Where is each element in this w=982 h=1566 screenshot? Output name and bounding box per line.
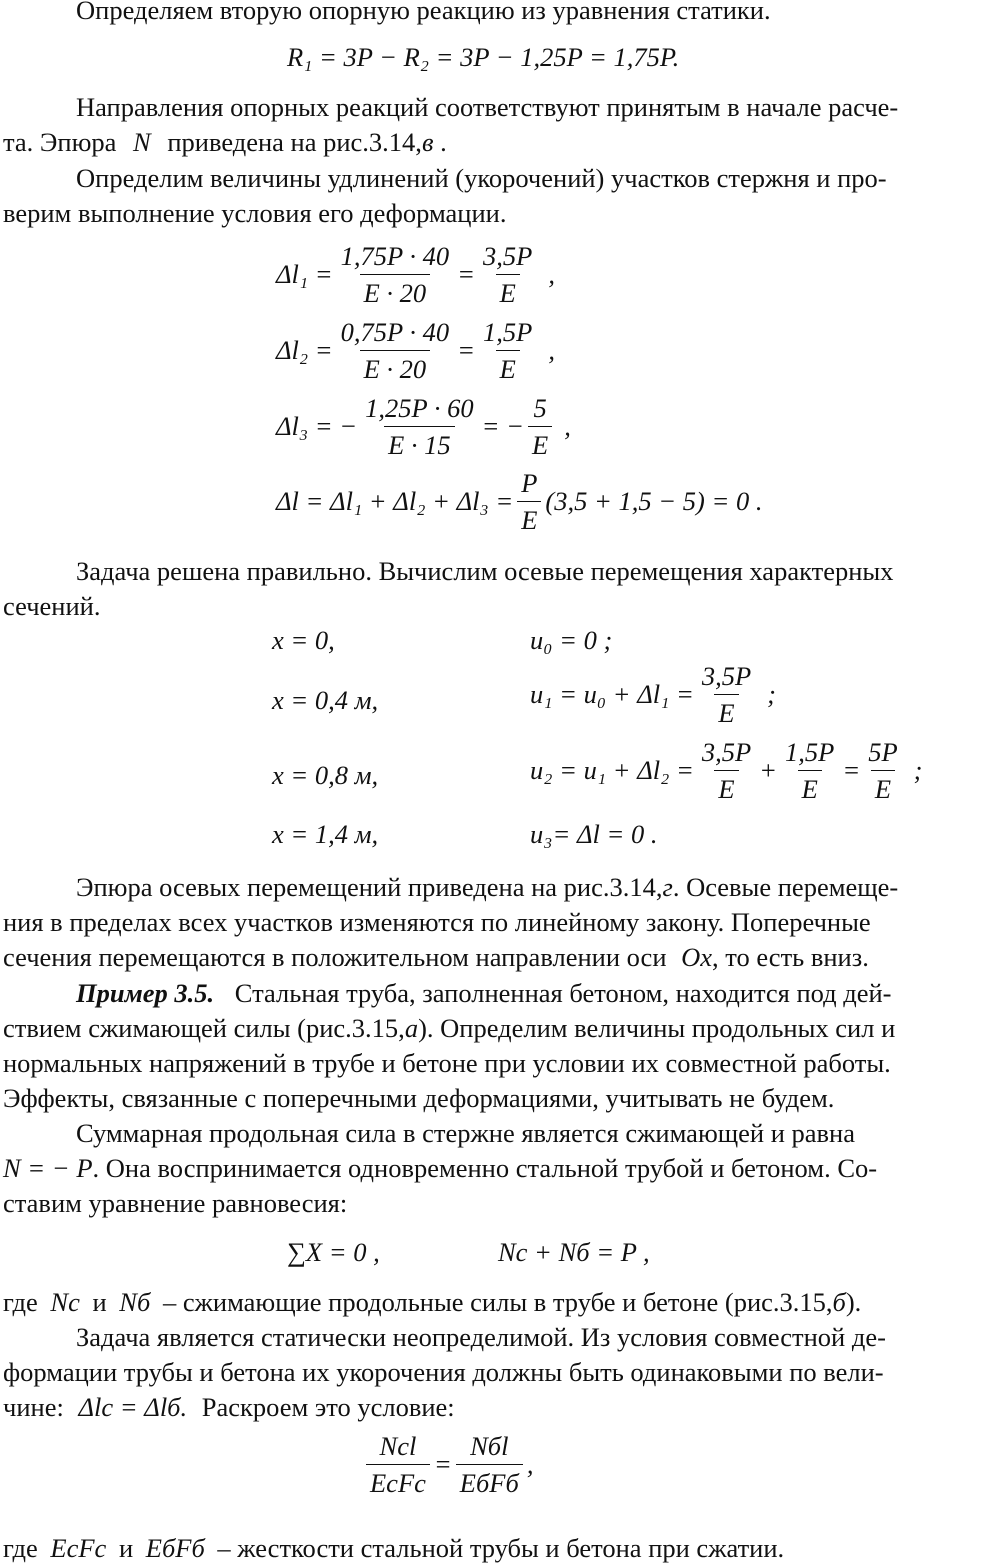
force-equation: N = − P	[3, 1153, 93, 1183]
text-line: Суммарная продольная сила в стержне является сжимающей и равна	[76, 1118, 855, 1148]
text-line: Задача является статически неопределимой. Из условия совместной де-	[76, 1322, 886, 1352]
fraction	[337, 316, 453, 385]
text-span: и	[118, 1533, 134, 1563]
equation-n-sum: Nс + Nб = P ,	[498, 1237, 650, 1267]
denominator: E	[714, 694, 738, 729]
x-value: x = 0,8 м,	[272, 760, 379, 790]
equals-sign: =	[842, 755, 861, 785]
equation-lhs: u₁ = u₀ + Δl₁ =	[530, 679, 694, 709]
denominator: EсFс	[366, 1464, 430, 1499]
comma: ,	[548, 259, 555, 289]
equals-minus: = −	[481, 411, 525, 441]
text-span: приведена на рис.3.14,	[167, 127, 422, 157]
figure-ref: б	[832, 1287, 846, 1317]
text-span: Эпюра осевых перемещений приведена на рис.3.14,	[76, 872, 663, 902]
text-line: Определим величины удлинений (укорочений) участков стержня и про-	[76, 163, 887, 193]
text-line: верим выполнение условия его деформации.	[3, 198, 507, 228]
text-span: , то есть вниз.	[712, 942, 869, 972]
plus-sign: +	[759, 755, 778, 785]
denominator: E	[871, 770, 895, 805]
u-value: u₀ = 0 ;	[530, 625, 613, 655]
comma: ,	[564, 411, 571, 441]
symbol-nc: Nс	[50, 1287, 80, 1317]
text-span: Стальная труба, заполненная бетоном, находится под дей-	[234, 978, 892, 1008]
equals-sign: =	[433, 1449, 452, 1479]
text-line	[3, 124, 447, 160]
text-span: Раскроем это условие:	[201, 1392, 455, 1422]
numerator: 5	[533, 393, 547, 423]
text-line: Определяем вторую опорную реакцию из уравнения статики.	[76, 0, 771, 25]
x-value: x = 0,	[272, 625, 335, 655]
numerator: 3,5P	[483, 241, 533, 271]
fraction	[479, 316, 536, 385]
denominator: E	[496, 274, 520, 309]
text-line	[3, 1150, 877, 1186]
semicolon: ;	[767, 679, 776, 709]
numerator: 3,5P	[701, 661, 752, 691]
comma: ,	[548, 335, 555, 365]
text-line: сечений.	[3, 591, 101, 621]
denominator: E	[798, 770, 822, 805]
text-span: ). Определим величины продольных сил и	[418, 1013, 896, 1043]
text-span: . Она воспринимается одновременно стальной трубой и бетоном. Со-	[92, 1153, 878, 1183]
figure-ref: а	[404, 1013, 419, 1043]
equation-rhs: (3,5 + 1,5 − 5) = 0 .	[545, 486, 763, 516]
comma: ,	[526, 1449, 534, 1479]
text-line	[3, 1010, 895, 1046]
text-span: – сжимающие продольные силы в трубе и бетоне (рис.3.15,	[162, 1287, 833, 1317]
symbol-n: N	[133, 127, 151, 157]
x-value: x = 1,4 м,	[272, 819, 379, 849]
axis-ox: Ox	[681, 942, 713, 972]
equation-lhs: Δl₂ =	[276, 335, 333, 365]
text-span: где	[3, 1287, 38, 1317]
text-span: и	[92, 1287, 107, 1317]
condition: Δlс = Δlб.	[78, 1392, 188, 1422]
denominator: E · 20	[360, 274, 431, 309]
denominator: E	[528, 426, 552, 461]
fraction	[698, 660, 755, 729]
equation-lhs: u₂ = u₁ + Δl₂ =	[530, 755, 694, 785]
numerator: P	[521, 468, 538, 498]
equation-lhs: Δl₃ = −	[276, 411, 358, 441]
denominator: E	[496, 350, 520, 385]
text-span: ).	[845, 1287, 862, 1317]
fraction	[864, 736, 901, 805]
figure-ref: г	[662, 872, 673, 902]
fraction	[517, 467, 541, 536]
equation-dl1	[276, 240, 555, 309]
equals-sign: =	[457, 259, 475, 289]
denominator: E · 15	[384, 426, 455, 461]
fraction	[698, 736, 755, 805]
fraction	[479, 240, 536, 309]
text-span: .	[440, 127, 447, 157]
text-line: ния в пределах всех участков изменяются по линейному закону. Поперечные	[3, 907, 871, 937]
numerator: Nсl	[379, 1431, 417, 1461]
equation-lhs: Δl = Δl₁ + Δl₂ + Δl₃ =	[276, 486, 514, 516]
fraction	[456, 1430, 523, 1499]
semicolon: ;	[913, 755, 923, 785]
symbol-ebfb: EбFб	[145, 1533, 205, 1563]
text-span: . Осевые перемеще-	[672, 872, 899, 902]
numerator: 1,75P · 40	[340, 241, 450, 271]
text-span: сечения перемещаются в положительном направлении оси	[3, 942, 667, 972]
fraction	[337, 240, 453, 309]
x-value: x = 0,4 м,	[272, 685, 379, 715]
denominator: EбFб	[456, 1464, 523, 1499]
text-span: чине:	[3, 1392, 64, 1422]
text-line: нормальных напряжений в трубе и бетоне при условии их совместной работы.	[3, 1048, 891, 1078]
text-span: – жесткости стальной трубы и бетона при сжатии.	[217, 1533, 785, 1563]
text-span: та. Эпюра	[3, 127, 117, 157]
equation-dl3	[276, 392, 571, 461]
denominator: E	[714, 770, 738, 805]
fraction	[528, 392, 552, 461]
text-span: где	[3, 1533, 38, 1563]
text-line	[3, 1389, 455, 1425]
example-title: Пример 3.5.	[76, 978, 215, 1008]
equation-u2	[530, 736, 923, 805]
text-line	[76, 869, 898, 905]
text-line: формации трубы и бетона их укорочения должны быть одинаковыми по вели-	[3, 1357, 884, 1387]
numerator: 1,5P	[785, 737, 835, 767]
text-line	[76, 975, 892, 1011]
numerator: 0,75P · 40	[340, 317, 450, 347]
figure-ref: в	[421, 127, 434, 157]
numerator: 5P	[868, 737, 898, 767]
text-line: Задача решена правильно. Вычислим осевые перемещения характерных	[76, 556, 894, 586]
text-line	[3, 1284, 861, 1320]
symbol-nb: Nб	[119, 1287, 151, 1317]
denominator: E · 20	[360, 350, 431, 385]
text-line	[3, 1530, 784, 1566]
u-value: u₃= Δl = 0 .	[530, 819, 658, 849]
numerator: 1,5P	[483, 317, 533, 347]
fraction	[781, 736, 838, 805]
numerator: 3,5P	[701, 737, 752, 767]
text-line: Направления опорных реакций соответствуют принятым в начале расче-	[76, 92, 899, 122]
text-line: ставим уравнение равновесия:	[3, 1188, 348, 1218]
fraction	[366, 1430, 430, 1499]
equation-u1	[530, 660, 776, 729]
equation-compatibility	[362, 1430, 533, 1499]
equation-lhs: Δl₁ =	[276, 259, 333, 289]
numerator: Nбl	[470, 1431, 509, 1461]
numerator: 1,25P · 60	[365, 393, 474, 423]
symbol-ecfc: EсFс	[50, 1533, 107, 1563]
equation-r1: R₁ = 3P − R₂ = 3P − 1,25P = 1,75P.	[287, 42, 680, 72]
denominator: E	[517, 501, 541, 536]
equation-dl-total	[276, 467, 762, 536]
equation-dl2	[276, 316, 555, 385]
text-line	[3, 939, 869, 975]
text-span: ствием сжимающей силы (рис.3.15,	[3, 1013, 405, 1043]
fraction	[361, 392, 477, 461]
equals-sign: =	[457, 335, 475, 365]
text-line: Эффекты, связанные с поперечными деформациями, учитывать не будем.	[3, 1083, 835, 1113]
equation-sum-x: ∑X = 0 ,	[287, 1237, 380, 1267]
